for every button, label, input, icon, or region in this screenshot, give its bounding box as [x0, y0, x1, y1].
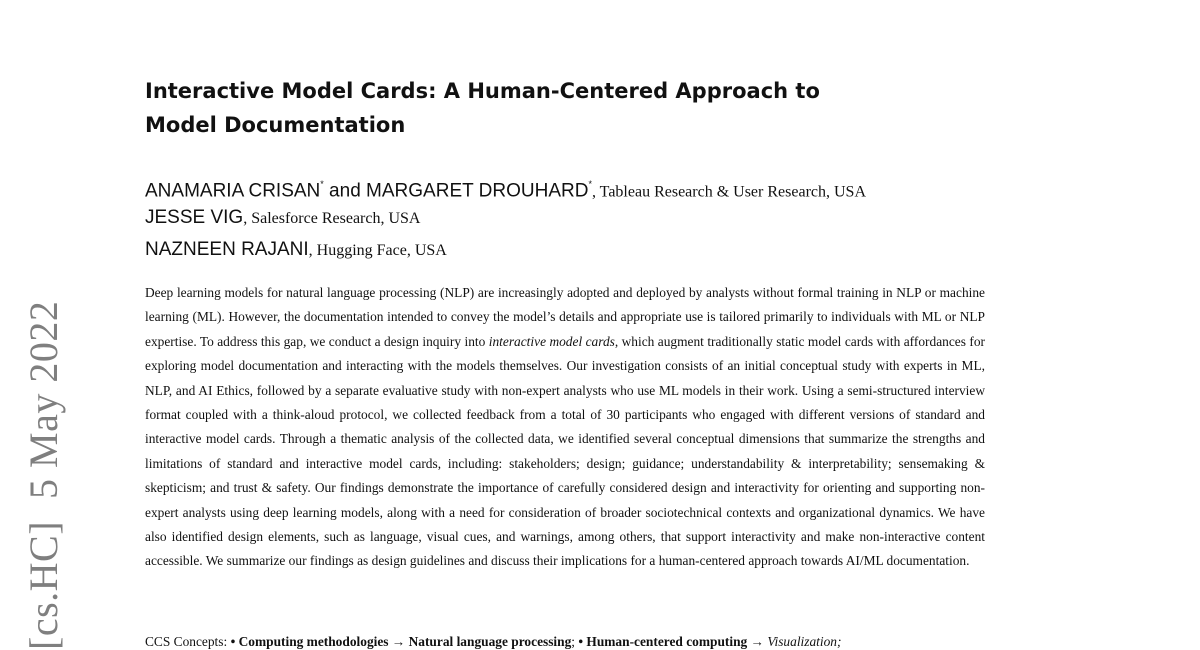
author-affiliation: , Salesforce Research, USA	[243, 210, 421, 227]
author-line-1	[145, 170, 1045, 202]
author-affiliation: , Tableau Research & User Research, USA	[591, 183, 866, 201]
author-name: ANAMARIA CRISAN	[145, 180, 321, 202]
author-line-3	[145, 234, 1045, 266]
paper-title: Interactive Model Cards: A Human-Centered Approach to Model Documentation	[145, 79, 820, 137]
author-affiliation: , Hugging Face, USA	[308, 242, 447, 259]
author-name: JESSE VIG	[145, 207, 244, 228]
author-separator: and	[323, 180, 367, 202]
ccs-separator: ;	[571, 634, 579, 649]
ccs-arrow: →	[747, 634, 768, 649]
ccs-arrow: →	[388, 634, 409, 649]
abstract-paragraph	[145, 281, 985, 574]
author-name: NAZNEEN RAJANI	[145, 239, 309, 260]
author-name: MARGARET DROUHARD	[366, 180, 589, 202]
ccs-category-2: • Human-centered computing	[578, 634, 748, 649]
abstract-emphasis: interactive model cards	[488, 333, 615, 349]
author-line-2	[145, 202, 1045, 234]
abstract-text-start: Deep learning models for natural language processing (NLP) are increasingly adopted and deployed by analysts without formal training in NLP or machine learning (ML). However, the documentation intended to convey the model’s details and appropriate use is tailored primarily to individuals with ML or NLP expertise. To address this gap, we conduct a design inquiry into	[145, 285, 985, 349]
author-list	[145, 170, 1045, 266]
equal-contribution-mark: *	[320, 179, 324, 189]
ccs-concept-1: Natural language processing	[408, 634, 572, 649]
arxiv-date: 5 May 2022	[21, 300, 66, 499]
equal-contribution-mark: *	[588, 179, 592, 189]
ccs-concept-2: Visualization;	[767, 634, 842, 649]
ccs-label: CCS Concepts:	[145, 634, 231, 649]
arxiv-identifier-stamp	[20, 301, 67, 650]
abstract-text-rest: , which augment traditionally static model cards with affordances for exploring model documentation and interacting with the models themselves. Our investigation consists of an initial conceptual study with experts in ML, NLP, and AI Ethics, followed by a separate evaluative study with non-expert analysts who use ML models in their work. Using a semi-structured interview format coupled with a think-aloud protocol, we collected feedback from a total of 30 participants who engaged with different versions of standard and interactive model cards. Through a thematic analysis of the collected data, we identified several conceptual dimensions that summarize the strengths and limitations of standard and interactive model cards, including: stakeholders; design; guidance; understandability & interpretability; sensemaking & skepticism; and trust & safety. Our findings demonstrate the importance of carefully considered design and interactivity for orienting and supporting non-expert analysts using deep learning models, along with a need for consideration of broader sociotechnical contexts and organizational dynamics. We have also identified design elements, such as language, visual cues, and warnings, among others, that support interactivity and make non-interactive content accessible. We summarize our findings as design guidelines and discuss their implications for a human-centered approach towards AI/ML documentation.	[145, 333, 985, 569]
ccs-category-1: • Computing methodologies	[230, 634, 389, 649]
arxiv-category: [cs.HC]	[21, 520, 66, 650]
